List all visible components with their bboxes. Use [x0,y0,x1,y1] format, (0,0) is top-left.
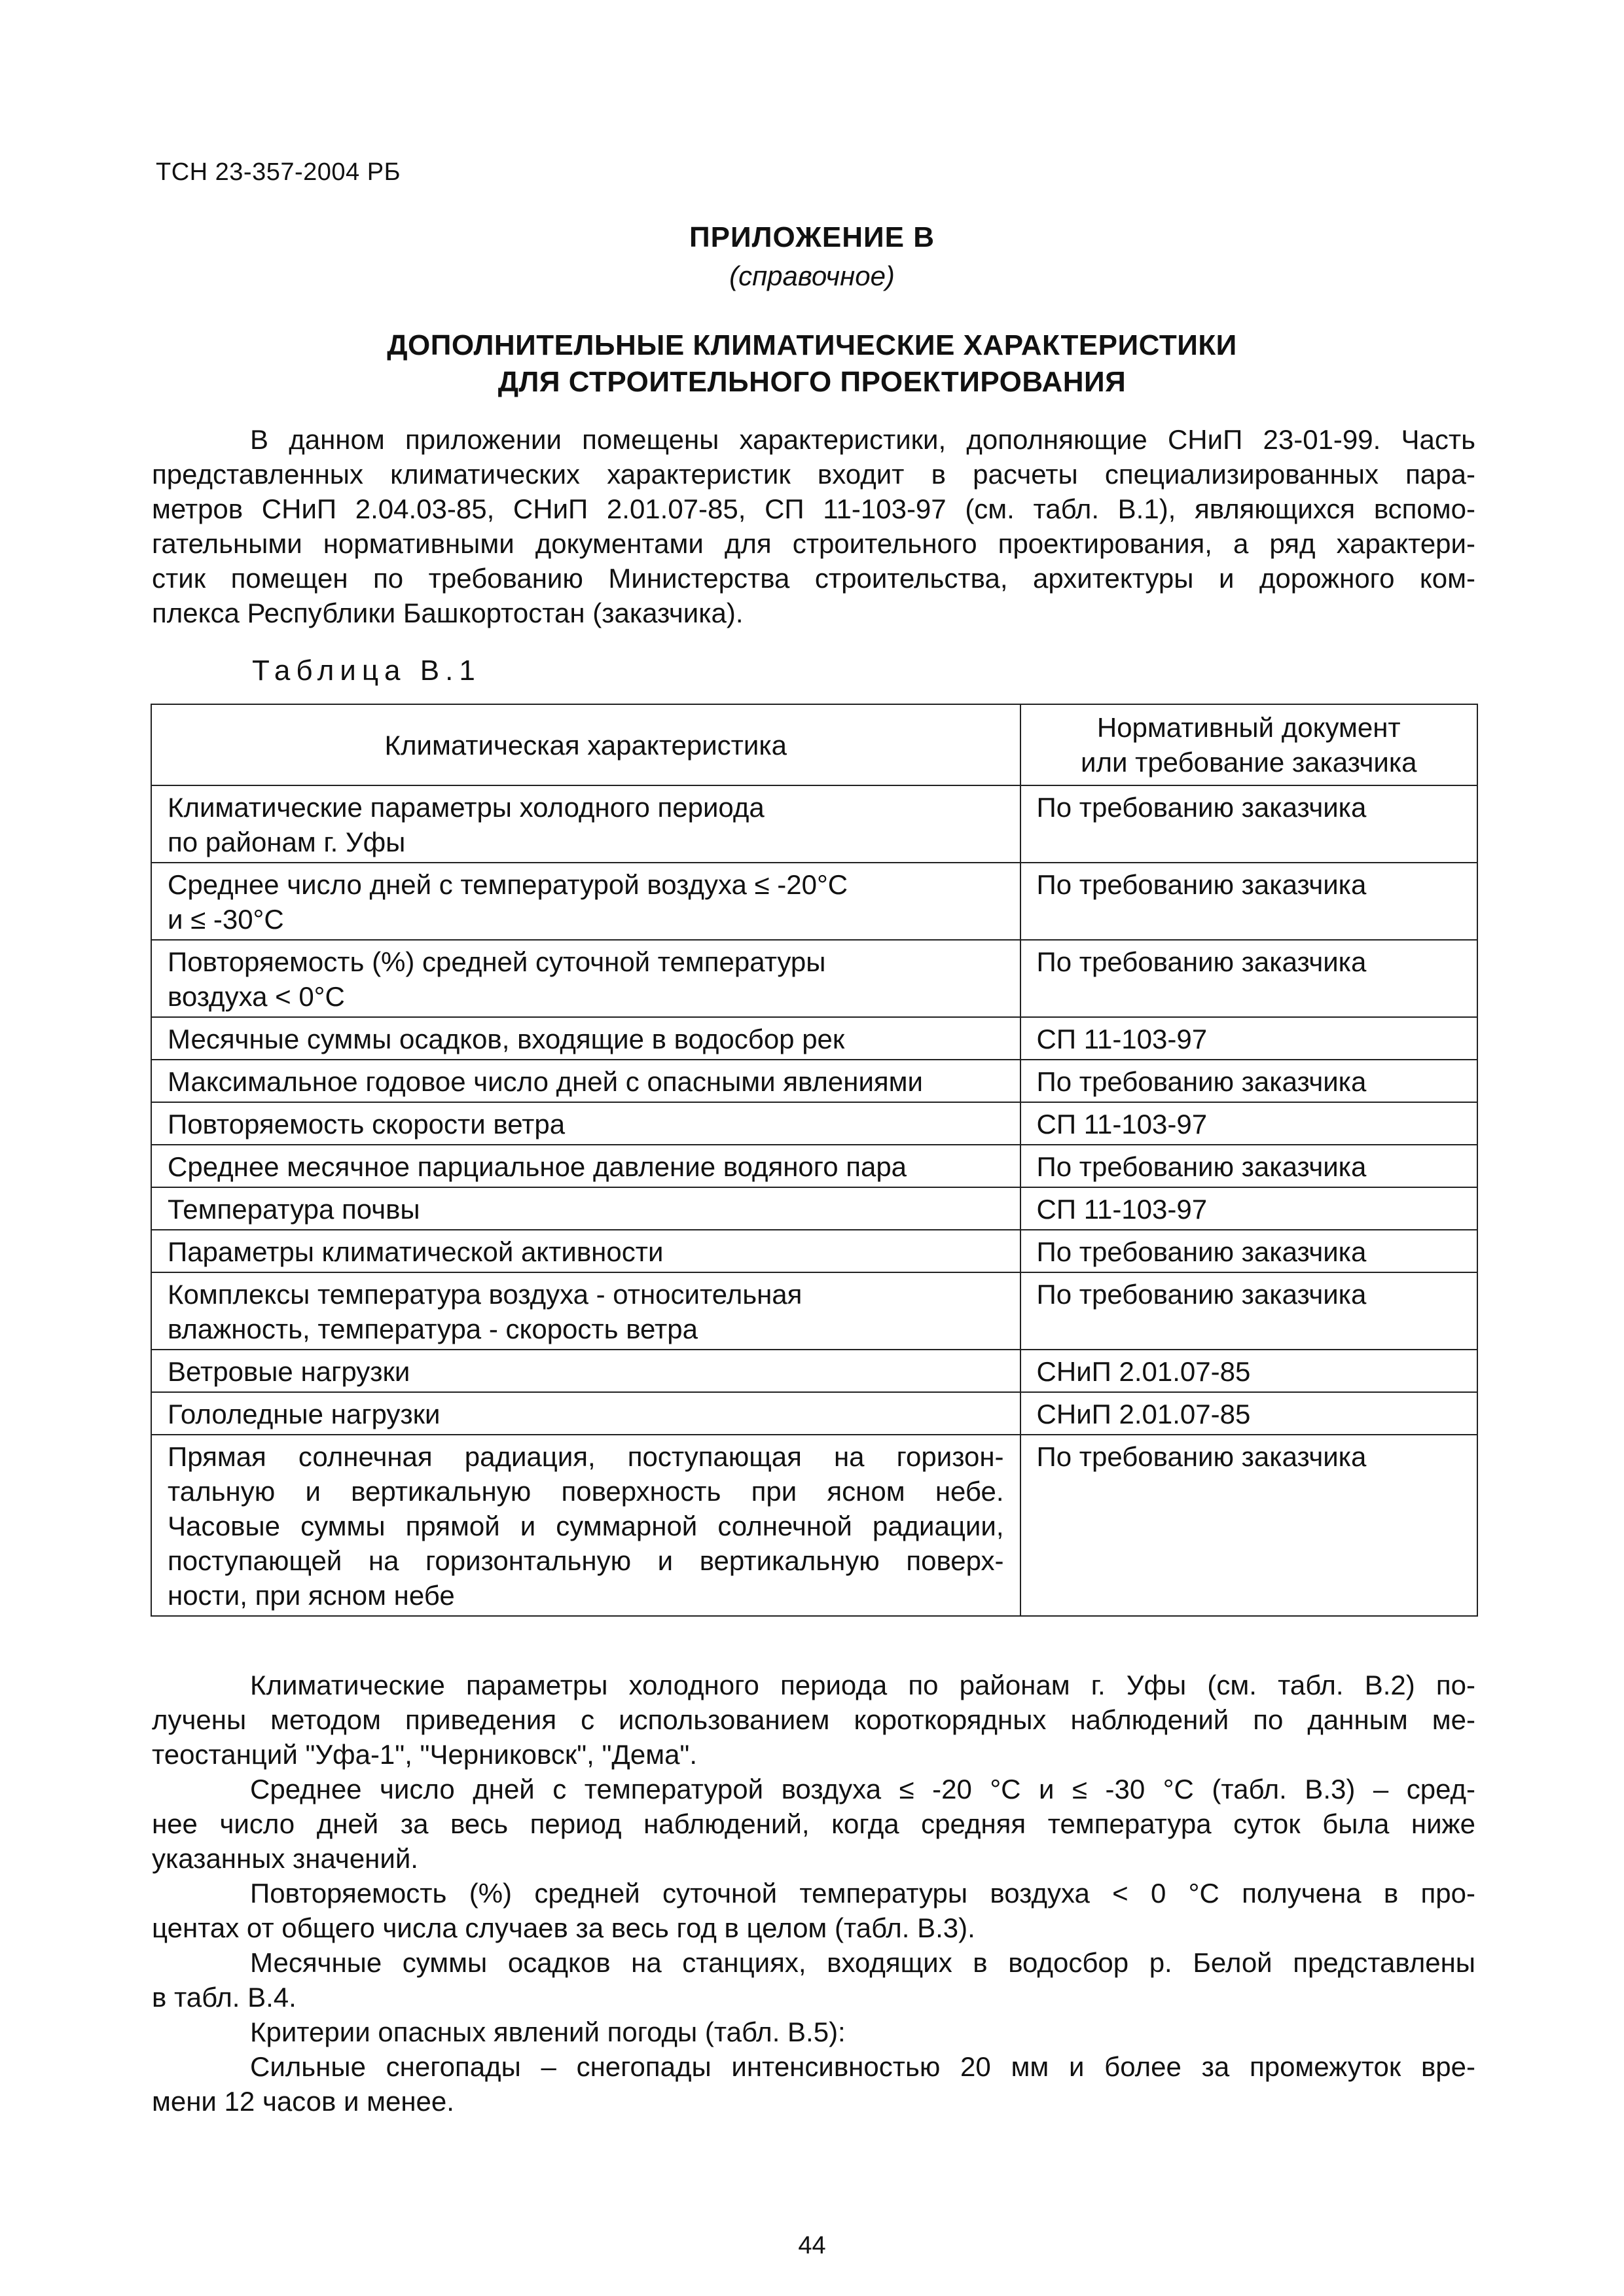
text-line: гательными нормативными документами для строительного проектирования, а ряд характери- [152,528,1475,559]
appendix-title: ПРИЛОЖЕНИЕ В [689,221,935,253]
text-line: Месячные суммы осадков на станциях, входящих в водосбор р. Белой представлены [250,1947,1475,1978]
text-line: стик помещен по требованию Министерства строительства, архитектуры и дорожного ком- [152,563,1475,594]
cell-line: Прямая солнечная радиация, поступающая на горизон- [168,1441,1004,1472]
cell-line: Повторяемость (%) средней суточной температуры [168,946,826,977]
table-row [151,1350,1477,1392]
appendix-subtitle: (справочное) [729,260,895,291]
table-row [151,1187,1477,1230]
document-cell: По требованию заказчика [1020,863,1477,940]
text-line: лучены методом приведения с использованием короткорядных наблюдений по данным ме- [152,1704,1475,1735]
body-paragraph [152,1945,1475,2015]
document-cell: По требованию заказчика [1020,1272,1477,1350]
cell-line: Комплексы температура воздуха - относительная [168,1279,803,1310]
characteristic-cell: Среднее месячное парциальное давление водяного пара [151,1145,1020,1187]
table-row [151,1435,1477,1616]
characteristic-cell [151,1272,1020,1350]
main-title-line: ДЛЯ СТРОИТЕЛЬНОГО ПРОЕКТИРОВАНИЯ [497,366,1127,398]
text-line: указанных значений. [152,1843,418,1874]
table-row [151,863,1477,940]
body-paragraph [152,1668,1475,1772]
header-line: Нормативный документ [1096,712,1401,743]
main-title-line: ДОПОЛНИТЕЛЬНЫЕ КЛИМАТИЧЕСКИЕ ХАРАКТЕРИСТИКИ [387,329,1237,361]
body-paragraph [152,1876,1475,1945]
table-row [151,1230,1477,1272]
text-line: Критерии опасных явлений погоды (табл. В.5): [250,2017,846,2047]
table-row [151,1392,1477,1435]
table-row [151,1272,1477,1350]
document-cell: По требованию заказчика [1020,1230,1477,1272]
intro-paragraph [152,422,1475,630]
cell-line: ности, при ясном небе [168,1580,455,1611]
characteristic-cell: Повторяемость скорости ветра [151,1102,1020,1145]
table-row [151,1017,1477,1060]
cell-line: Климатические параметры холодного периода [168,792,765,823]
document-cell: СП 11-103-97 [1020,1102,1477,1145]
text-line: плекса Республики Башкортостан (заказчика). [152,598,744,628]
text-line: мени 12 часов и менее. [152,2086,454,2117]
characteristic-cell: Гололедные нагрузки [151,1392,1020,1435]
text-line: теостанций "Уфа-1", "Черниковск", "Дема". [152,1739,698,1770]
document-cell: По требованию заказчика [1020,1435,1477,1616]
characteristic-cell: Параметры климатической активности [151,1230,1020,1272]
text-line: Среднее число дней с температурой воздуха ≤ -20 °С и ≤ -30 °С (табл. В.3) – сред- [250,1774,1475,1804]
characteristic-cell [151,863,1020,940]
table-row [151,1145,1477,1187]
table-caption: Таблица В.1 [252,655,481,687]
text-line: нее число дней за весь период наблюдений, когда средняя температура суток была ниже [152,1808,1475,1839]
table-header-row [151,704,1477,785]
table-row [151,940,1477,1017]
climate-characteristics-table [151,704,1478,1617]
cell-line: поступающей на горизонтальную и вертикальную поверх- [168,1545,1004,1576]
document-cell: СНиП 2.01.07-85 [1020,1350,1477,1392]
text-line: центах от общего числа случаев за весь год в целом (табл. В.3). [152,1912,975,1943]
header-line: или требование заказчика [1080,747,1417,778]
body-paragraph [152,2015,1475,2049]
text-line: Сильные снегопады – снегопады интенсивностью 20 мм и более за промежуток вре- [250,2051,1475,2082]
characteristic-cell [151,785,1020,863]
document-cell: По требованию заказчика [1020,940,1477,1017]
table-row [151,1060,1477,1102]
document-cell: По требованию заказчика [1020,1145,1477,1187]
characteristic-cell: Ветровые нагрузки [151,1350,1020,1392]
page-number: 44 [798,2232,826,2259]
body-paragraph [152,2049,1475,2119]
document-cell: По требованию заказчика [1020,785,1477,863]
cell-line: и ≤ -30°С [168,904,284,935]
characteristic-cell [151,940,1020,1017]
text-line: в табл. В.4. [152,1982,297,2013]
text-line: представленных климатических характеристик входит в расчеты специализированных пара- [152,459,1475,490]
characteristic-cell: Месячные суммы осадков, входящие в водосбор рек [151,1017,1020,1060]
text-line: Климатические параметры холодного периода по районам г. Уфы (см. табл. В.2) по- [250,1670,1475,1700]
header-normative-document [1020,704,1477,785]
document-cell: СП 11-103-97 [1020,1017,1477,1060]
cell-line: тальную и вертикальную поверхность при ясном небе. [168,1476,1004,1507]
table-row [151,1102,1477,1145]
document-cell: По требованию заказчика [1020,1060,1477,1102]
document-cell: СП 11-103-97 [1020,1187,1477,1230]
cell-line: воздуха < 0°С [168,981,345,1012]
header-characteristic: Климатическая характеристика [151,704,1020,785]
body-paragraph [152,1772,1475,1876]
text-line: метров СНиП 2.04.03-85, СНиП 2.01.07-85, СП 11-103-97 (см. табл. В.1), являющихся вспомо- [152,493,1475,524]
characteristic-cell: Температура почвы [151,1187,1020,1230]
text-line: В данном приложении помещены характеристики, дополняющие СНиП 23-01-99. Часть [250,424,1475,455]
characteristic-cell: Максимальное годовое число дней с опасными явлениями [151,1060,1020,1102]
table-row [151,785,1477,863]
main-title [0,327,1624,401]
cell-line: влажность, температура - скорость ветра [168,1314,698,1344]
cell-line: Часовые суммы прямой и суммарной солнечной радиации, [168,1511,1004,1541]
document-code: ТСН 23-357-2004 РБ [156,158,401,186]
cell-line: по районам г. Уфы [168,827,406,857]
cell-line: Среднее число дней с температурой воздуха ≤ -20°С [168,869,848,900]
characteristic-cell [151,1435,1020,1616]
document-cell: СНиП 2.01.07-85 [1020,1392,1477,1435]
text-line: Повторяемость (%) средней суточной температуры воздуха < 0 °С получена в про- [250,1878,1475,1909]
